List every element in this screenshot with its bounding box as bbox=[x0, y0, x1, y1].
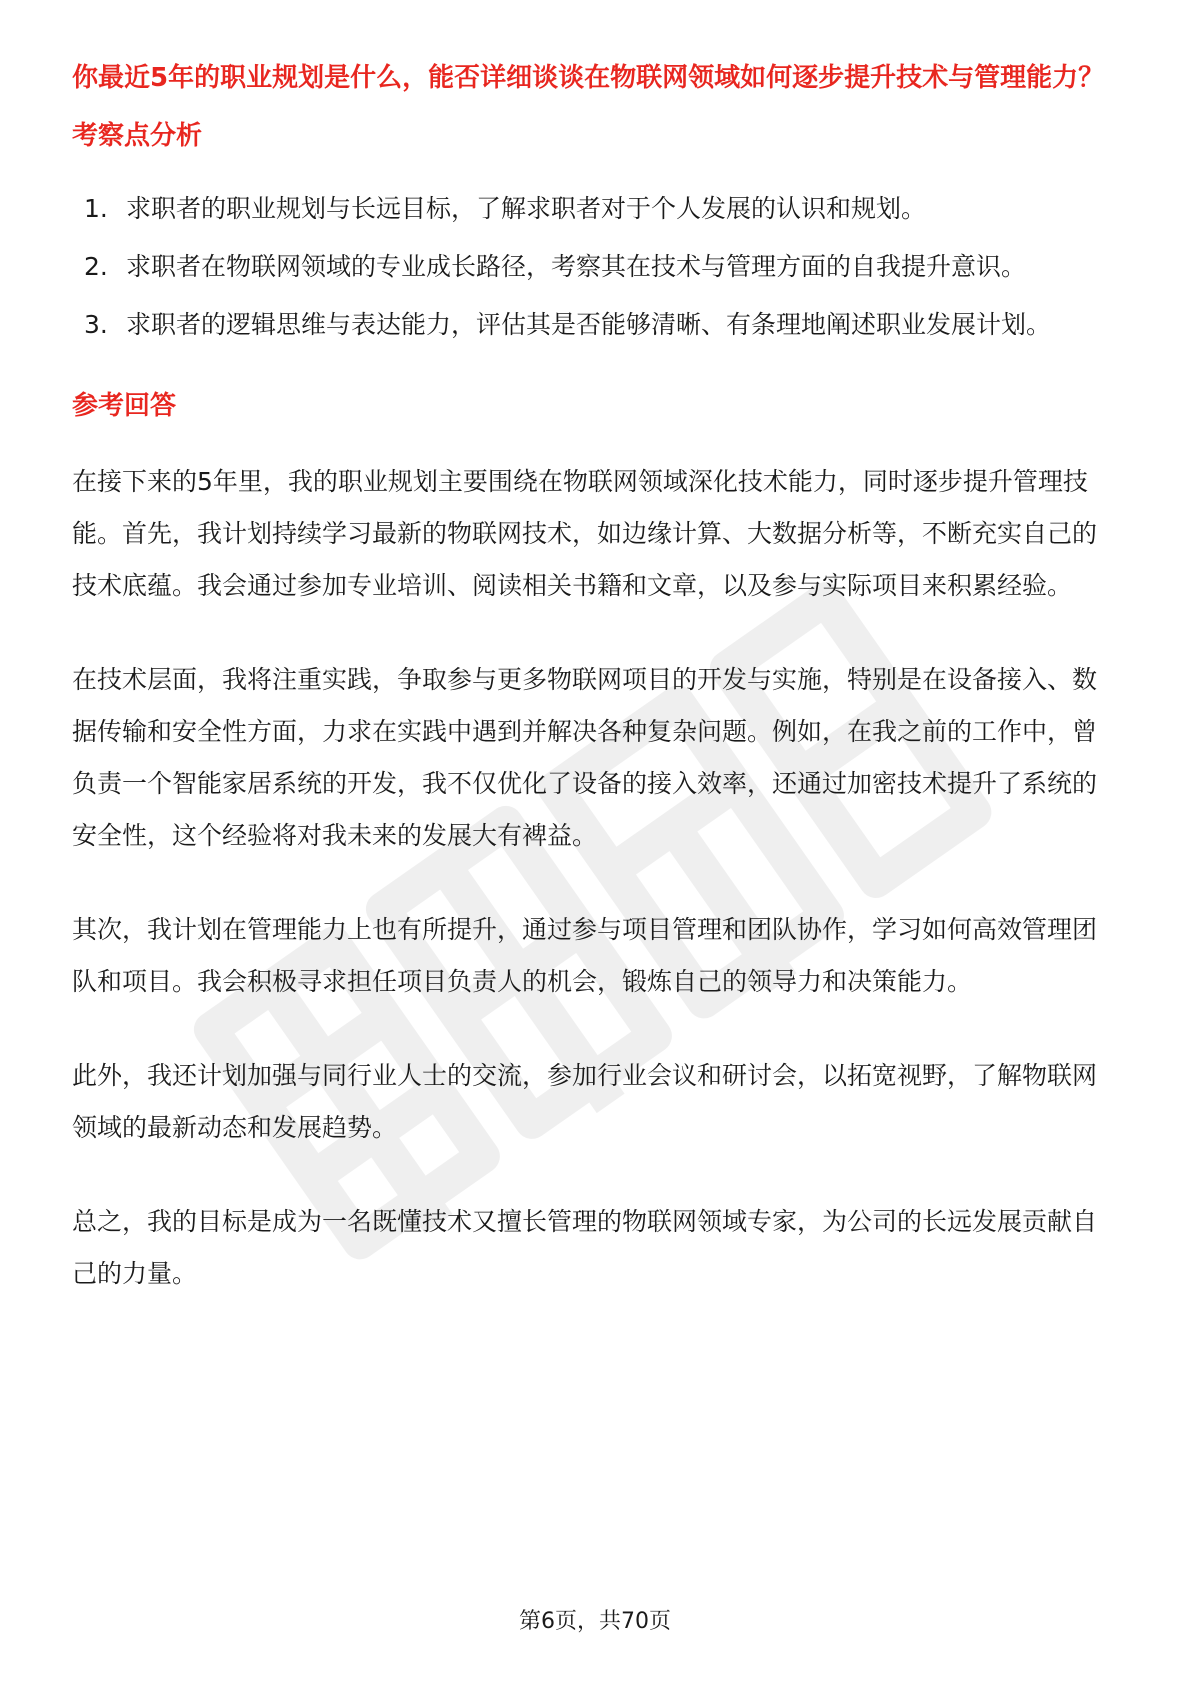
answer-paragraph: 在接下来的5年里，我的职业规划主要围绕在物联网领域深化技术能力，同时逐步提升管理技能。首先，我计划持续学习最新的物联网技术，如边缘计算、大数据分析等，不断充实自己的技术底蕴。我会通过参加专业培训、阅读相关书籍和文章，以及参与实际项目来积累经验。 bbox=[72, 467, 1098, 600]
list-item-number: 3. bbox=[84, 310, 108, 339]
answer-paragraph: 此外，我还计划加强与同行业人士的交流，参加行业会议和研讨会，以拓宽视野，了解物联网领域的最新动态和发展趋势。 bbox=[72, 1061, 1098, 1142]
list-item bbox=[72, 182, 1117, 236]
list-item-number: 2. bbox=[84, 252, 108, 281]
list-item-text: 求职者在物联网领域的专业成长路径，考察其在技术与管理方面的自我提升意识。 bbox=[126, 252, 1027, 281]
list-item bbox=[72, 240, 1117, 294]
page-number: 第6页，共70页 bbox=[519, 1609, 671, 1634]
answer-paragraph: 在技术层面，我将注重实践，争取参与更多物联网项目的开发与实施，特别是在设备接入、数据传输和安全性方面，力求在实践中遇到并解决各种复杂问题。例如，在我之前的工作中，曾负责一个智能家居系统的开发，我不仅优化了设备的接入效率，还通过加密技术提升了系统的安全性，这个经验将对我未来的发展大有裨益。 bbox=[72, 665, 1098, 850]
list-item-number: 1. bbox=[84, 194, 108, 223]
content bbox=[72, 58, 1117, 1300]
list-item-text: 求职者的职业规划与长远目标，了解求职者对于个人发展的认识和规划。 bbox=[126, 194, 927, 223]
answer-heading: 参考回答 bbox=[72, 391, 177, 421]
analysis-heading: 考察点分析 bbox=[72, 121, 203, 151]
answer-paragraph: 其次，我计划在管理能力上也有所提升，通过参与项目管理和团队协作，学习如何高效管理团队和项目。我会积极寻求担任项目负责人的机会，锻炼自己的领导力和决策能力。 bbox=[72, 915, 1098, 996]
analysis-list bbox=[72, 182, 1117, 352]
answer-paragraph: 总之，我的目标是成为一名既懂技术又擅长管理的物联网领域专家，为公司的长远发展贡献自己的力量。 bbox=[72, 1207, 1098, 1288]
list-item-text: 求职者的逻辑思维与表达能力，评估其是否能够清晰、有条理地阐述职业发展计划。 bbox=[126, 310, 1052, 339]
question-title: 你最近5年的职业规划是什么，能否详细谈谈在物联网领域如何逐步提升技术与管理能力？ bbox=[72, 63, 1105, 93]
list-item bbox=[72, 298, 1117, 352]
